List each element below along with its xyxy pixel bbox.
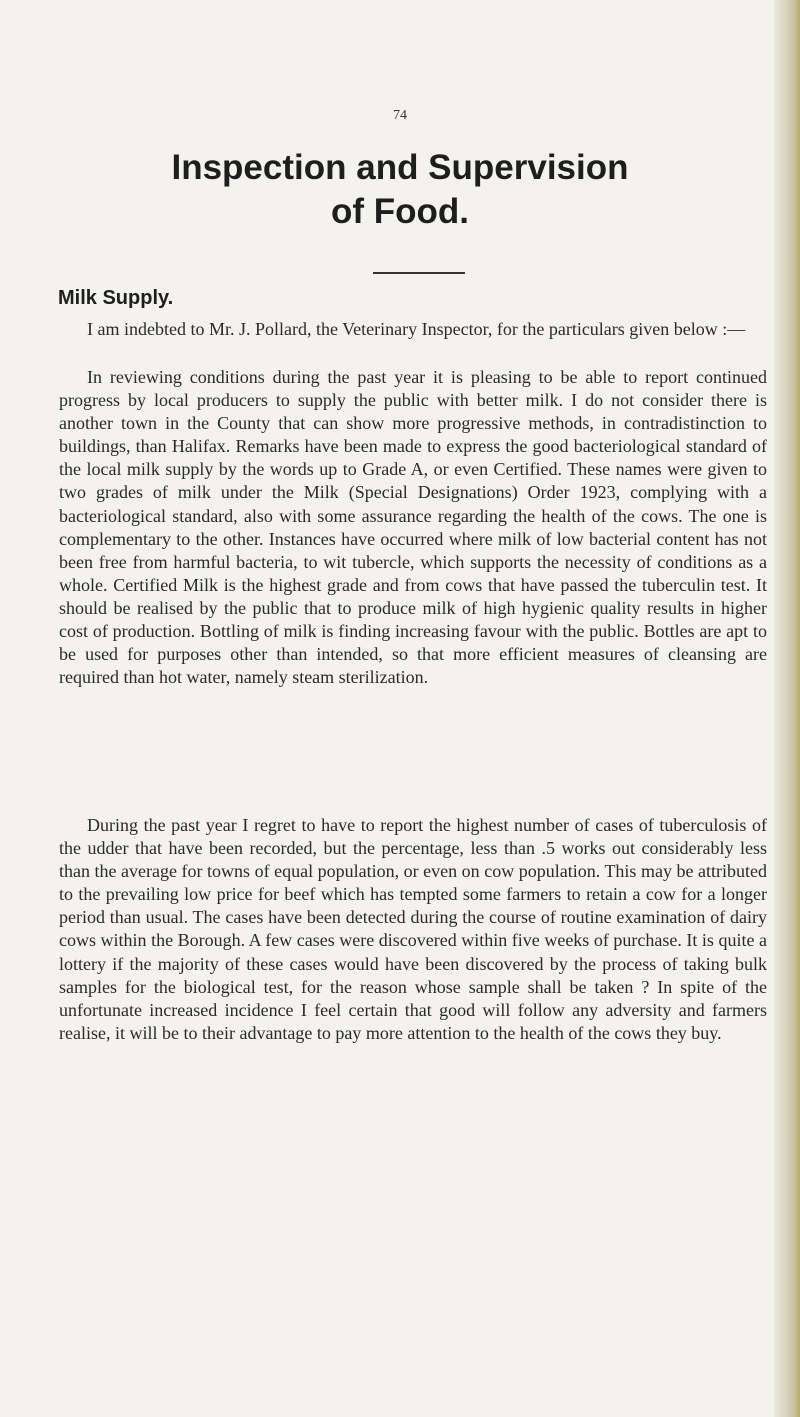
page-number: 74 (393, 108, 407, 123)
page-title (0, 146, 800, 234)
title-line-1: Inspection and Supervision (171, 148, 629, 187)
paragraph-1: I am indebted to Mr. J. Pollard, the Veterinary Inspector, for the particulars given below :— (87, 319, 746, 339)
section-heading: Milk Supply. (58, 287, 174, 309)
paragraph-3: During the past year I regret to have to report the highest number of cases of tuberculosis of the udder that have been recorded, but the percentage, less than .5 works out considerably less than the average for towns of equal population, or even on cow population. This may be attributed to the prevailing low price for beef which has tempted some farmers to retain a cow for a longer period than usual. The cases have been detected during the course of routine examination of dairy cows within the Borough. A few cases were discovered within five weeks of purchase. It is quite a lottery if the majority of these cases would have been discovered by the process of taking bulk samples for the biological test, for the reason whose sample shall be taken ? In spite of the unfortunate increased incidence I feel certain that good will follow any adversity and farmers realise, it will be to their advantage to pay more attention to the health of the cows they buy. (59, 815, 767, 1043)
title-line-2: of Food. (330, 192, 469, 231)
paragraph-2: In reviewing conditions during the past year it is pleasing to be able to report continued progress by local producers to supply the public with better milk. I do not consider there is another town in the County that can show more progressive methods, in contradistinction to buildings, than Halifax. Remarks have been made to express the good bacteriological standard of the local milk supply by the words up to Grade A, or even Certified. These names were given to two grades of milk under the Milk (Special Designations) Order 1923, complying with a bacteriological standard, also with some assurance regarding the health of the cows. The one is complementary to the other. Instances have occurred where milk of low bacterial content has not been free from harmful bacteria, to wit tubercle, which supports the necessity of conditions as a whole. Certified Milk is the highest grade and from cows that have passed the tuberculin test. It should be realised by the public that to produce milk of high hygienic quality results in higher cost of production. Bottling of milk is finding increasing favour with the public. Bottles are apt to be used for purposes other than intended, so that more efficient measures of cleansing are required than hot water, namely steam sterilization. (59, 367, 767, 688)
title-divider (373, 272, 465, 274)
